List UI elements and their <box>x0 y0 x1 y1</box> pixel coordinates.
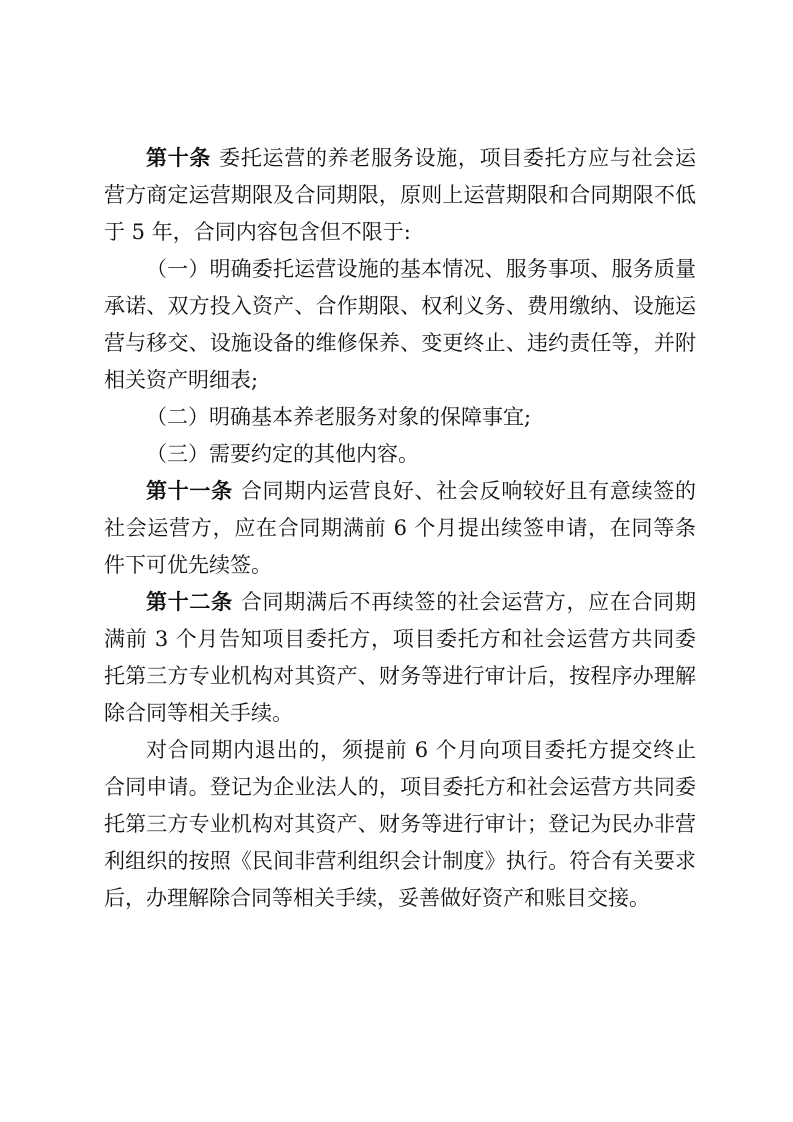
list-item-text: （三）需要约定的其他内容。 <box>146 442 419 466</box>
article-12-continuation <box>104 732 696 917</box>
list-item-text: （二）明确基本养老服务对象的保障事宜; <box>146 405 532 429</box>
article-text: 合同期内运营良好、社会反响较好且有意续签的社会运营方，应在合同期满前 6 个月提出续签申请，在同等条件下可优先续签。 <box>104 479 697 577</box>
list-item-2 <box>104 399 696 436</box>
article-10 <box>104 140 696 251</box>
article-11 <box>104 473 696 584</box>
paragraph-text: 对合同期内退出的，须提前 6 个月向项目委托方提交终止合同申请。登记为企业法人的，项目委托方和社会运营方共同委托第三方专业机构对其资产、财务等进行审计；登记为民办非营利组织的按照《民间非营利组织会计制度》执行。符合有关要求后，办理解除合同等相关手续，妥善做好资产和账目交接。 <box>104 738 696 910</box>
article-heading: 第十一条 <box>146 479 233 503</box>
article-heading: 第十条 <box>146 146 212 170</box>
list-item-3 <box>104 436 696 473</box>
list-item-text: （一）明确委托运营设施的基本情况、服务事项、服务质量承诺、双方投入资产、合作期限、权利义务、费用缴纳、设施运营与移交、设施设备的维修保养、变更终止、违约责任等，并附相关资产明细表; <box>104 257 696 392</box>
list-item-1 <box>104 251 696 399</box>
document-body <box>104 140 696 917</box>
article-text: 委托运营的养老服务设施，项目委托方应与社会运营方商定运营期限及合同期限，原则上运营期限和合同期限不低于 5 年，合同内容包含但不限于: <box>104 146 696 244</box>
article-heading: 第十二条 <box>146 590 233 614</box>
article-12 <box>104 584 696 732</box>
article-text: 合同期满后不再续签的社会运营方，应在合同期满前 3 个月告知项目委托方，项目委托方和社会运营方共同委托第三方专业机构对其资产、财务等进行审计后，按程序办理解除合同等相关手续。 <box>104 590 697 725</box>
